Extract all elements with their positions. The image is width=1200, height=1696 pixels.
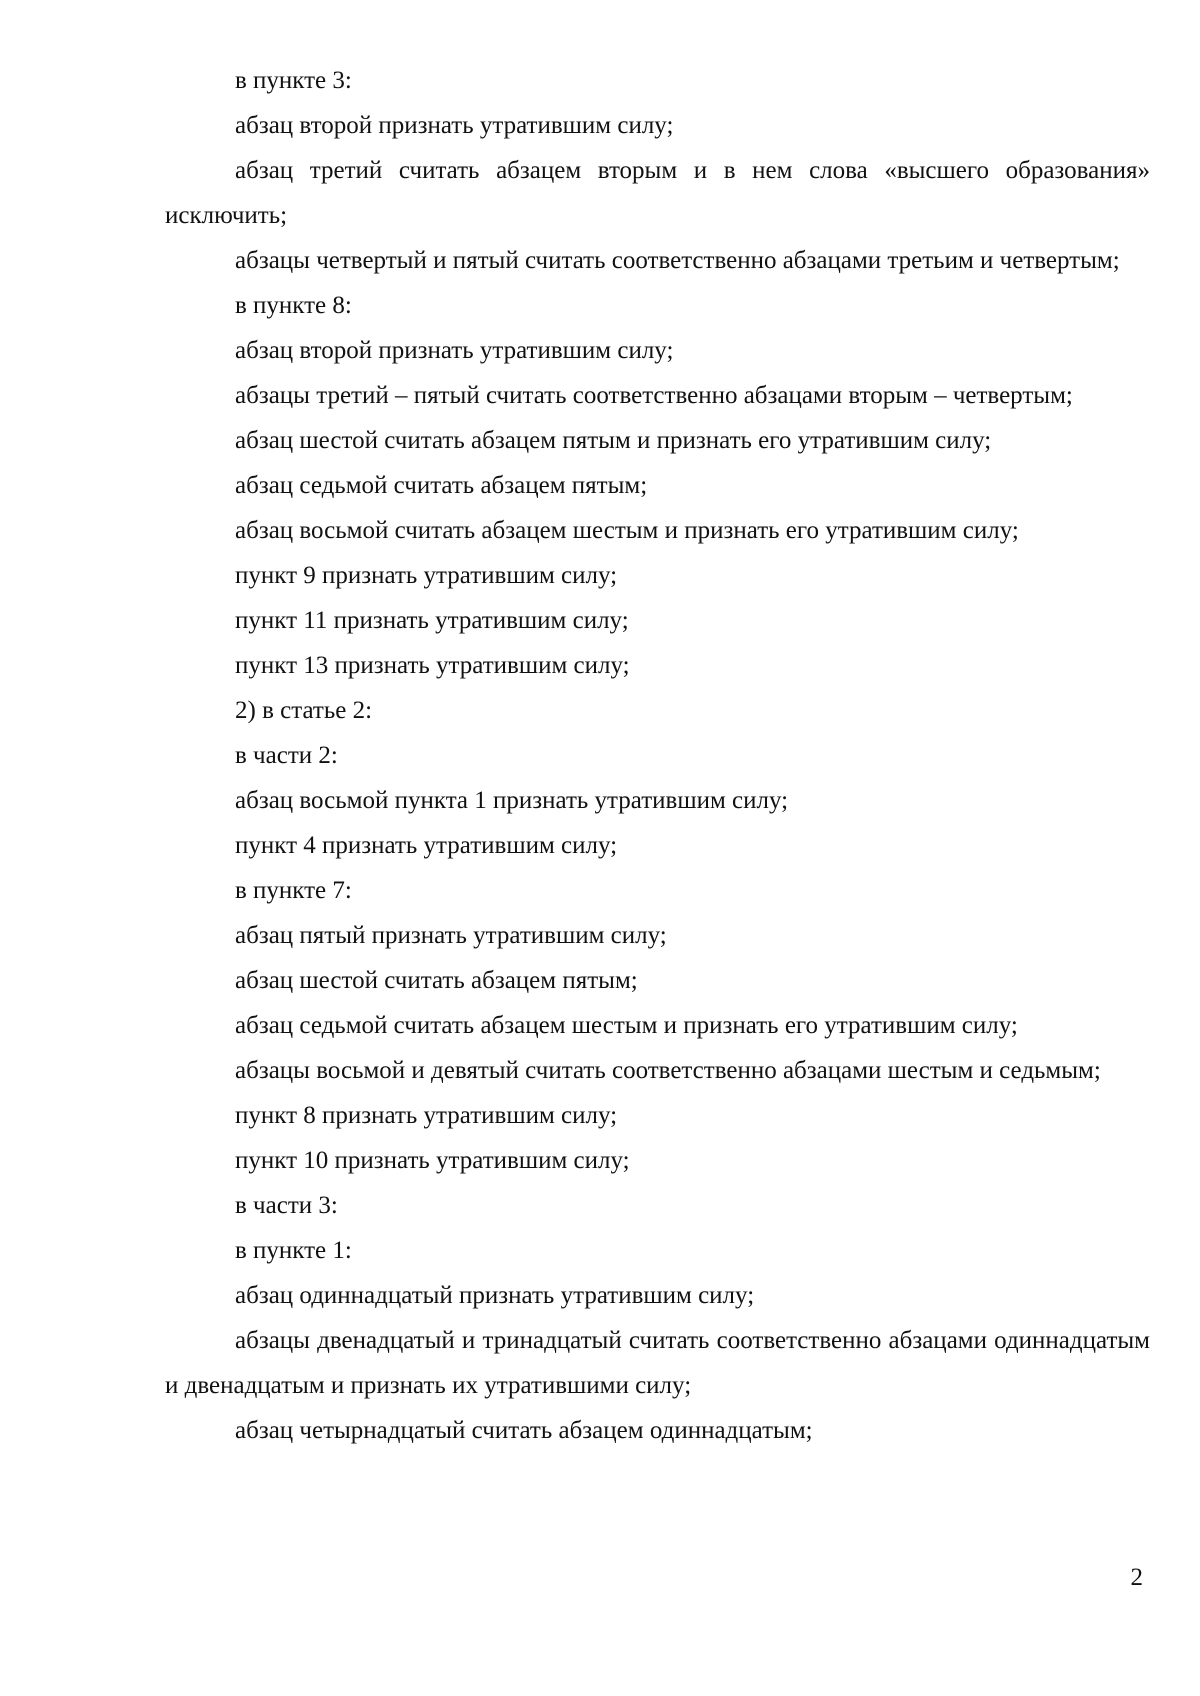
paragraph: в пункте 3: <box>235 67 352 94</box>
paragraph: абзац шестой считать абзацем пятым; <box>235 967 638 994</box>
paragraph: в пункте 7: <box>235 877 352 904</box>
paragraph: в части 2: <box>235 742 338 769</box>
document-body <box>165 58 1150 1453</box>
paragraph: абзацы восьмой и девятый считать соответственно абзацами шестым и седьмым; <box>235 1057 1101 1084</box>
paragraph: абзацы двенадцатый и тринадцатый считать соответственно абзацами одиннадцатым и двенадцатым и признать их утратившими силу; <box>165 1327 1150 1399</box>
paragraph: абзац одиннадцатый признать утратившим силу; <box>235 1282 755 1309</box>
paragraph: абзац второй признать утратившим силу; <box>235 112 674 139</box>
paragraph: абзацы четвертый и пятый считать соответственно абзацами третьим и четвертым; <box>235 247 1120 274</box>
paragraph: абзац седьмой считать абзацем пятым; <box>235 472 648 499</box>
paragraph: пункт 11 признать утратившим силу; <box>235 607 629 634</box>
paragraph: пункт 9 признать утратившим силу; <box>235 562 618 589</box>
paragraph: абзац второй признать утратившим силу; <box>235 337 674 364</box>
paragraph: абзац пятый признать утратившим силу; <box>235 922 667 949</box>
paragraph: пункт 8 признать утратившим силу; <box>235 1102 618 1129</box>
paragraph: пункт 4 признать утратившим силу; <box>235 832 618 859</box>
paragraph: 2) в статье 2: <box>235 697 373 724</box>
paragraph: в пункте 8: <box>235 292 352 319</box>
paragraph: абзац восьмой считать абзацем шестым и признать его утратившим силу; <box>235 517 1019 544</box>
paragraph: абзацы третий – пятый считать соответственно абзацами вторым – четвертым; <box>235 382 1073 409</box>
paragraph: абзац седьмой считать абзацем шестым и признать его утратившим силу; <box>235 1012 1018 1039</box>
paragraph: пункт 13 признать утратившим силу; <box>235 652 630 679</box>
paragraph: абзац четырнадцатый считать абзацем одиннадцатым; <box>235 1417 813 1444</box>
paragraph: абзац шестой считать абзацем пятым и признать его утратившим силу; <box>235 427 992 454</box>
paragraph: в пункте 1: <box>235 1237 352 1264</box>
paragraph: абзац восьмой пункта 1 признать утратившим силу; <box>235 787 789 814</box>
paragraph: абзац третий считать абзацем вторым и в нем слова «высшего образования» исключить; <box>165 157 1150 229</box>
paragraph: пункт 10 признать утратившим силу; <box>235 1147 630 1174</box>
paragraph: в части 3: <box>235 1192 338 1219</box>
page-number: 2 <box>1130 1564 1143 1591</box>
